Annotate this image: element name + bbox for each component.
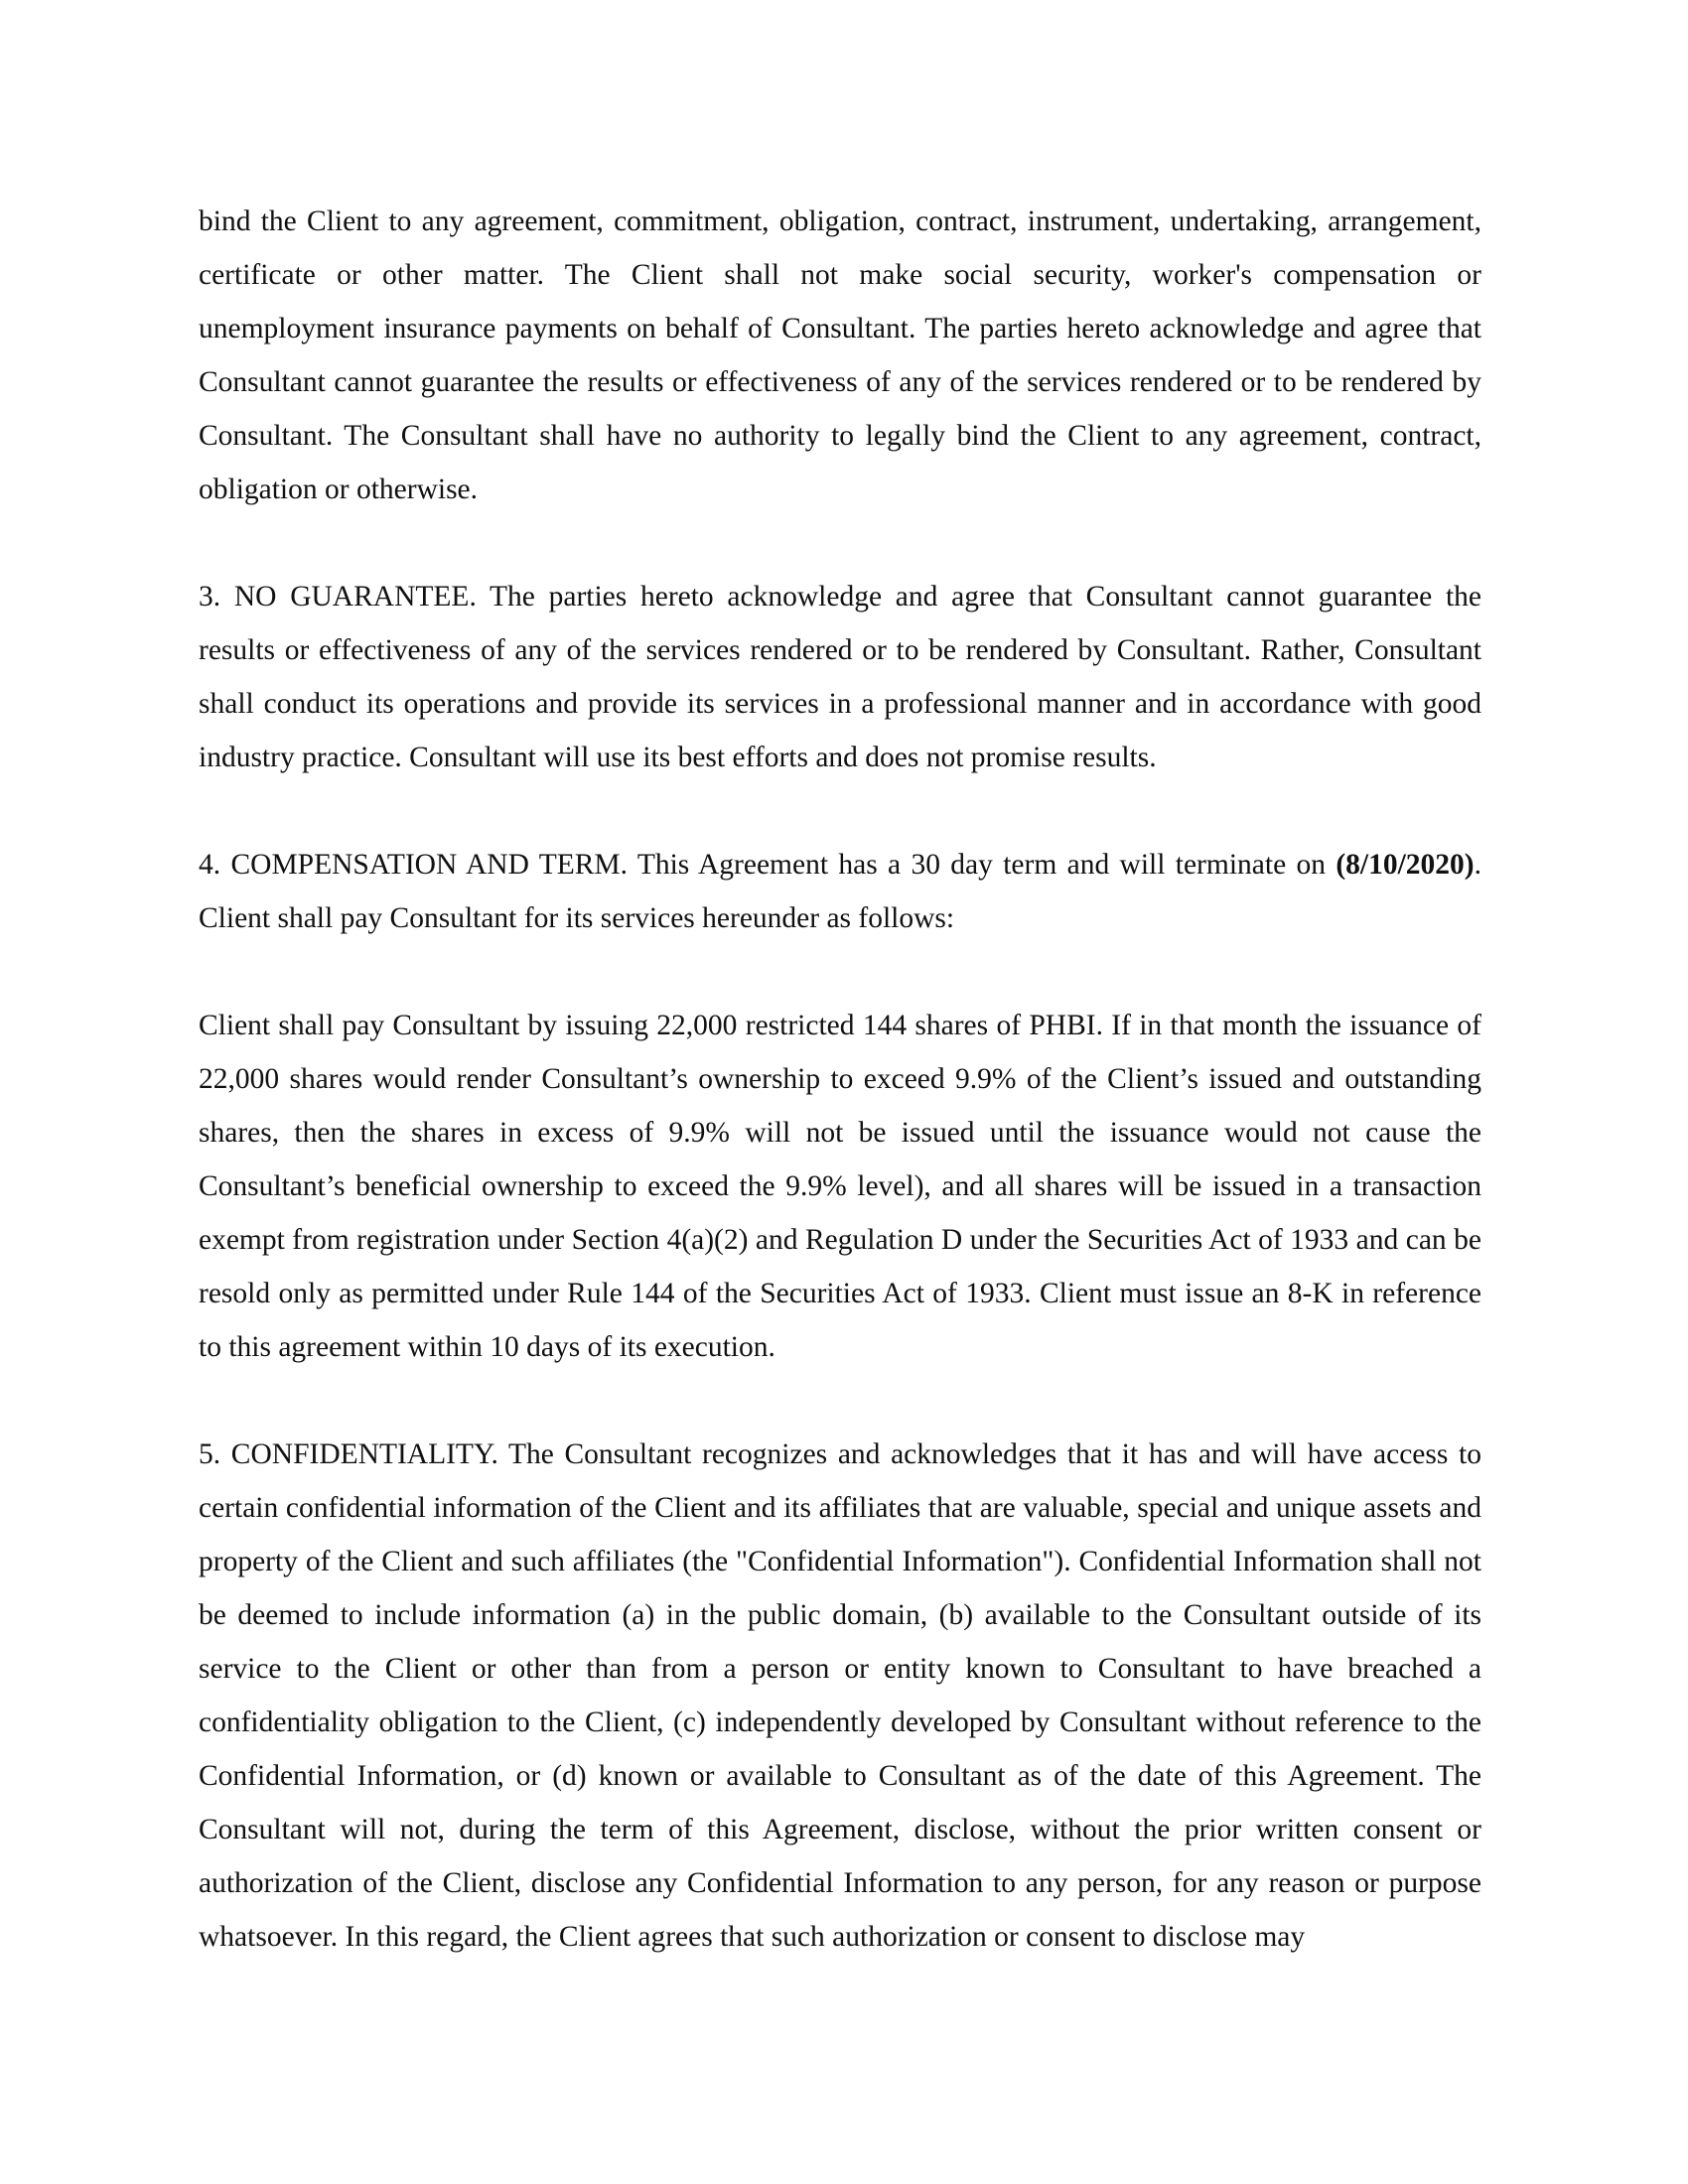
section-4-payment-terms: Client shall pay Consultant by issuing 22,000 restricted 144 shares of PHBI. If in that month the issuance of 22,000 shares would render Consultant’s ownership to exceed 9.9% of the Client’s issued and outstanding shares, then the shares in excess of 9.9% will not be issued until the issuance would not cause the Consultant’s beneficial ownership to exceed the 9.9% level), and all shares will be issued in a transaction exempt from registration under Section 4(a)(2) and Regulation D under the Securities Act of 1933 and can be resold only as permitted under Rule 144 of the Securities Act of 1933. Client must issue an 8-K in reference to this agreement within 10 days of its execution.: [199, 1010, 1481, 1363]
paragraph-continuation: bind the Client to any agreement, commitment, obligation, contract, instrument, undertaking, arrangement, certificate or other matter. The Client shall not make social security, worker's compensation or unemployment insurance payments on behalf of Consultant. The parties hereto acknowledge and agree that Consultant cannot guarantee the results or effectiveness of any of the services rendered or to be rendered by Consultant. The Consultant shall have no authority to legally bind the Client to any agreement, contract, obligation or otherwise.: [199, 205, 1481, 505]
section-5-confidentiality: 5. CONFIDENTIALITY. The Consultant recognizes and acknowledges that it has and will have access to certain confidential information of the Client and its affiliates that are valuable, special and unique assets and property of the Client and such affiliates (the "Confidential Information"). Confidential Information shall not be deemed to include information (a) in the public domain, (b) available to the Consultant outside of its service to the Client or other than from a person or entity known to Consultant to have breached a confidentiality obligation to the Client, (c) independently developed by Consultant without reference to the Confidential Information, or (d) known or available to Consultant as of the date of this Agreement. The Consultant will not, during the term of this Agreement, disclose, without the prior written consent or authorization of the Client, disclose any Confidential Information to any person, for any reason or purpose whatsoever. In this regard, the Client agrees that such authorization or consent to disclose may: [199, 1438, 1481, 1953]
section-4-compensation-and-term: [199, 838, 1481, 945]
section-4-after-date-text: . Client shall pay Consultant for its services hereunder as follows:: [199, 849, 1481, 934]
section-4-intro-text: 4. COMPENSATION AND TERM. This Agreement has a 30 day term and will terminate on: [199, 849, 1336, 881]
section-3-no-guarantee: 3. NO GUARANTEE. The parties hereto acknowledge and agree that Consultant cannot guarantee the results or effectiveness of any of the services rendered or to be rendered by Consultant. Rather, Consultant shall conduct its operations and provide its services in a professional manner and in accordance with good industry practice. Consultant will use its best efforts and does not promise results.: [199, 581, 1481, 773]
termination-date: (8/10/2020): [1336, 849, 1475, 881]
document-body: [199, 195, 1481, 1964]
